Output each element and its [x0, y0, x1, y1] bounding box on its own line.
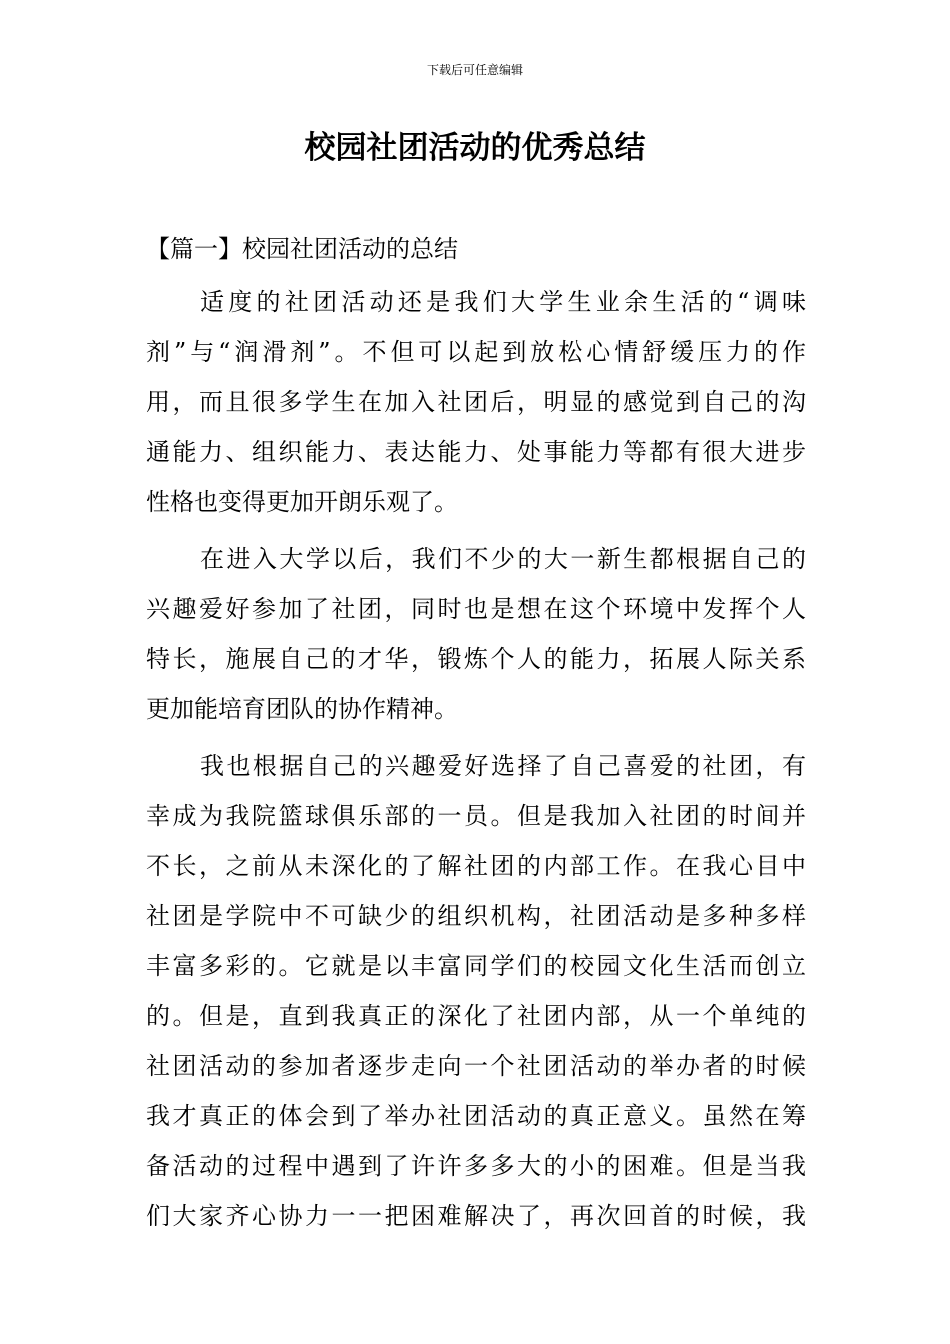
document-body: [146, 228, 806, 1241]
paragraph-line: 丰富多彩的。它就是以丰富同学们的校园文化生活而创立: [146, 952, 806, 980]
document-title: 校园社团活动的优秀总结: [304, 130, 646, 166]
paragraph-line: 们大家齐心协力一一把困难解决了，再次回首的时候，我: [146, 1202, 806, 1230]
paragraph-line: 兴趣爱好参加了社团，同时也是想在这个环境中发挥个人: [146, 595, 806, 623]
paragraph-line: 性格也变得更加开朗乐观了。: [146, 488, 458, 516]
paragraph-line: 更加能培育团队的协作精神。: [146, 695, 458, 723]
paragraph-line: 幸成为我院篮球俱乐部的一员。但是我加入社团的时间并: [146, 802, 806, 830]
paragraph-line: 我才真正的体会到了举办社团活动的真正意义。虽然在筹: [146, 1102, 806, 1130]
paragraph-line: 社团活动的参加者逐步走向一个社团活动的举办者的时候: [146, 1052, 806, 1080]
header-note: 下载后可任意编辑: [426, 63, 523, 77]
paragraph-1: [146, 277, 806, 527]
paragraph-3: [146, 741, 806, 1241]
paragraph-line: 剂”与“润滑剂”。不但可以起到放松心情舒缓压力的作: [146, 338, 806, 366]
paragraph-2: [146, 534, 806, 734]
paragraph-line: 适度的社团活动还是我们大学生业余生活的“调味: [200, 288, 806, 316]
paragraph-line: 通能力、组织能力、表达能力、处事能力等都有很大进步: [146, 438, 806, 466]
paragraph-line: 备活动的过程中遇到了许许多多大的小的困难。但是当我: [146, 1152, 806, 1180]
paragraph-line: 用，而且很多学生在加入社团后，明显的感觉到自己的沟: [146, 388, 806, 416]
paragraph-line: 的。但是，直到我真正的深化了社团内部，从一个单纯的: [146, 1002, 806, 1030]
paragraph-line: 特长，施展自己的才华，锻炼个人的能力，拓展人际关系: [146, 645, 806, 673]
section-heading: 【篇一】校园社团活动的总结: [146, 235, 458, 263]
paragraph-line: 社团是学院中不可缺少的组织机构，社团活动是多种多样: [146, 902, 806, 930]
paragraph-line: 不长，之前从未深化的了解社团的内部工作。在我心目中: [146, 852, 806, 880]
paragraph-line: 在进入大学以后，我们不少的大一新生都根据自己的: [200, 545, 806, 573]
paragraph-line: 我也根据自己的兴趣爱好选择了自己喜爱的社团，有: [200, 752, 806, 780]
